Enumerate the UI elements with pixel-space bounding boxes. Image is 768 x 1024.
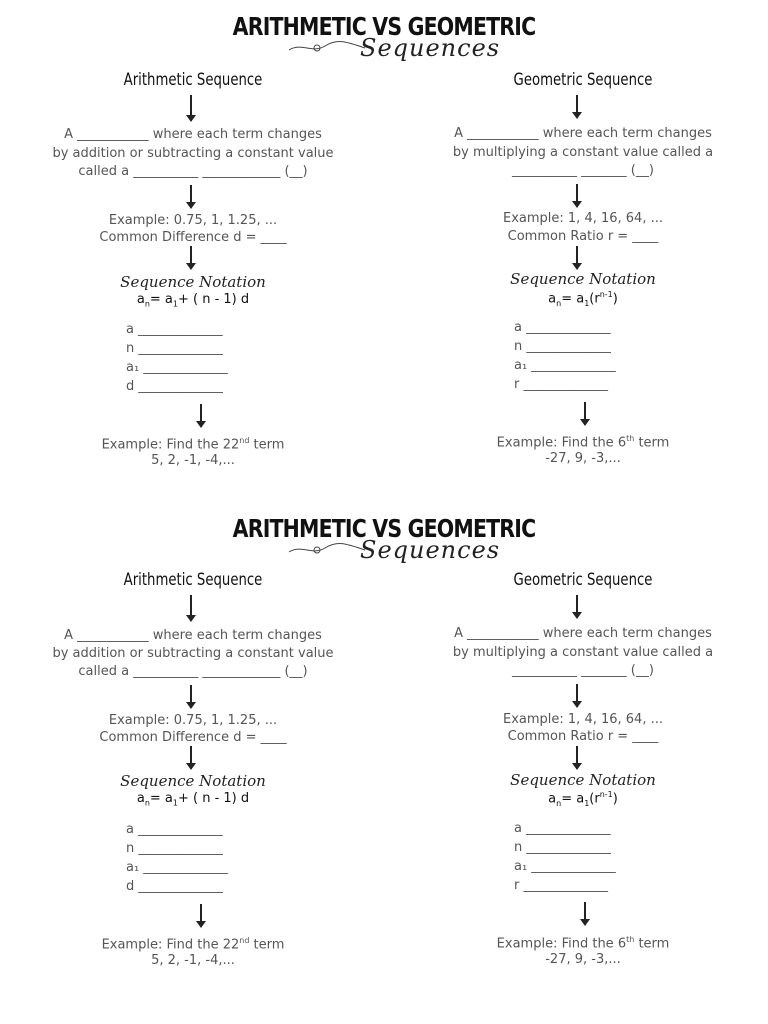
worksheet-top [0, 0, 768, 500]
find-line-1: Example: Find the 6th term [496, 434, 670, 451]
sub-title: Sequences [360, 536, 501, 564]
variable-line: n _____________ [126, 341, 223, 356]
sub-title: Sequences [360, 34, 501, 62]
definition-line-1: A ___________ where each term changes [64, 628, 322, 643]
down-arrow-icon [200, 404, 202, 426]
definition-line-3: called a __________ ____________ (__) [78, 164, 308, 179]
variable-line: r _____________ [514, 878, 608, 893]
down-arrow-icon [190, 685, 192, 707]
variable-line: a _____________ [514, 821, 611, 836]
formula: $a_n= a_1+$ ( n - 1) d [136, 791, 250, 808]
down-arrow-icon [190, 595, 192, 620]
example-line-1: Example: 1, 4, 16, 64, ... [503, 712, 663, 727]
definition-line-1: A ___________ where each term changes [454, 126, 712, 141]
variable-line: d _____________ [126, 879, 223, 894]
find-line-2: 5, 2, -1, -4,... [151, 453, 235, 468]
down-arrow-icon [190, 185, 192, 207]
variable-line: d _____________ [126, 379, 223, 394]
definition-line-1: A ___________ where each term changes [454, 626, 712, 641]
example-line-2: Common Difference d = ____ [99, 730, 287, 745]
notation-title: Sequence Notation [120, 772, 266, 790]
down-arrow-icon [584, 402, 586, 424]
find-line-2: 5, 2, -1, -4,... [151, 953, 235, 968]
down-arrow-icon [576, 595, 578, 617]
down-arrow-icon [576, 246, 578, 268]
definition-line-3: __________ _______ (__) [512, 163, 654, 178]
down-arrow-icon [190, 246, 192, 268]
arithmetic-heading: Arithmetic Sequence [123, 570, 263, 590]
variable-line: n _____________ [514, 339, 611, 354]
variable-line: a _____________ [126, 822, 223, 837]
definition-line-2: by addition or subtracting a constant value [52, 146, 334, 161]
swirl-ornament-icon [287, 542, 367, 556]
down-arrow-icon [584, 902, 586, 924]
formula: $a_n= a_1(r^{n-1})$ [548, 790, 618, 808]
definition-line-3: __________ _______ (__) [512, 663, 654, 678]
example-line-1: Example: 0.75, 1, 1.25, ... [108, 713, 278, 728]
down-arrow-icon [200, 904, 202, 926]
definition-line-3: called a __________ ____________ (__) [78, 664, 308, 679]
down-arrow-icon [190, 95, 192, 120]
example-line-2: Common Difference d = ____ [99, 230, 287, 245]
down-arrow-icon [576, 95, 578, 117]
variable-line: a₁ _____________ [126, 360, 228, 375]
example-line-1: Example: 1, 4, 16, 64, ... [503, 211, 663, 226]
worksheet-bottom [0, 502, 768, 1002]
variable-line: a _____________ [126, 322, 223, 337]
find-line-2: -27, 9, -3,... [545, 952, 621, 967]
down-arrow-icon [190, 746, 192, 768]
down-arrow-icon [576, 184, 578, 206]
find-line-1: Example: Find the 6th term [496, 935, 670, 952]
geometric-heading: Geometric Sequence [513, 70, 653, 90]
definition-line-1: A ___________ where each term changes [64, 127, 322, 142]
definition-line-2: by multiplying a constant value called a [452, 145, 714, 160]
notation-title: Sequence Notation [510, 771, 656, 789]
find-line-1: Example: Find the 22nd term [101, 936, 285, 953]
notation-title: Sequence Notation [510, 270, 656, 288]
down-arrow-icon [576, 746, 578, 768]
down-arrow-icon [576, 684, 578, 706]
main-title: ARITHMETIC VS GEOMETRIC [232, 514, 536, 543]
definition-line-2: by addition or subtracting a constant value [52, 646, 334, 661]
main-title: ARITHMETIC VS GEOMETRIC [232, 12, 536, 41]
swirl-ornament-icon [287, 40, 367, 54]
example-line-2: Common Ratio r = ____ [507, 229, 659, 244]
find-line-1: Example: Find the 22nd term [101, 436, 285, 453]
variable-line: a₁ _____________ [514, 358, 616, 373]
variable-line: n _____________ [514, 840, 611, 855]
variable-list [126, 320, 228, 396]
definition-line-2: by multiplying a constant value called a [452, 645, 714, 660]
variable-line: n _____________ [126, 841, 223, 856]
variable-line: a₁ _____________ [126, 860, 228, 875]
variable-line: a₁ _____________ [514, 859, 616, 874]
variable-line: a _____________ [514, 320, 611, 335]
formula: $a_n= a_1(r^{n-1})$ [548, 290, 618, 308]
arithmetic-heading: Arithmetic Sequence [123, 70, 263, 90]
notation-title: Sequence Notation [120, 273, 266, 291]
variable-list [514, 819, 616, 895]
title-block [0, 12, 768, 62]
variable-list [514, 318, 616, 394]
formula: $a_n= a_1+$ ( n - 1) d [136, 292, 250, 309]
variable-line: r _____________ [514, 377, 608, 392]
example-line-1: Example: 0.75, 1, 1.25, ... [108, 213, 278, 228]
variable-list [126, 820, 228, 896]
geometric-heading: Geometric Sequence [513, 570, 653, 590]
example-line-2: Common Ratio r = ____ [507, 729, 659, 744]
title-block [0, 514, 768, 564]
find-line-2: -27, 9, -3,... [545, 451, 621, 466]
